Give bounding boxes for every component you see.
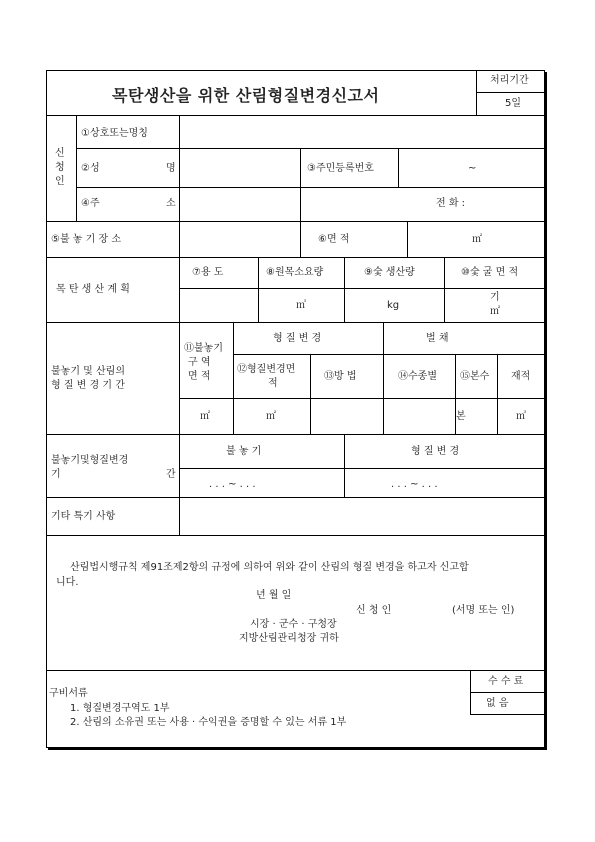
applicant-label-3: 인 — [55, 176, 65, 187]
row-divider — [470, 692, 544, 693]
row-divider — [179, 468, 544, 469]
col-divider — [300, 148, 301, 221]
declaration-date: 년 월 일 — [256, 590, 292, 601]
declaration-sign: (서명 또는 인) — [452, 605, 515, 616]
col-divider — [76, 115, 77, 221]
required-doc-1: 1. 형질변경구역도 1부 — [70, 703, 170, 714]
applicant-label-1: 신 — [55, 148, 65, 159]
kiln-count-unit: 기 — [490, 292, 500, 303]
form-page — [46, 70, 545, 748]
name-label-a: ②성 — [81, 163, 100, 174]
burning-period-header: 불 놓 기 — [226, 446, 262, 457]
row-divider — [46, 221, 544, 222]
business-name-label: ①상호또는명칭 — [81, 128, 148, 139]
col-divider — [444, 257, 445, 322]
name-label-b: 명 — [166, 163, 176, 174]
kiln-area-plan-unit: ㎡ — [490, 306, 500, 317]
cutting-header: 벌 채 — [426, 333, 449, 344]
kiln-zone-area-unit: ㎡ — [200, 411, 210, 422]
row-divider — [46, 434, 544, 435]
declaration-applicant: 신 청 인 — [356, 605, 392, 616]
fee-value: 없 음 — [486, 698, 509, 709]
col-divider — [179, 115, 180, 535]
col-divider — [310, 354, 311, 434]
resident-number-label: ③주민등록번호 — [307, 163, 374, 174]
col-divider — [383, 322, 384, 434]
declaration-recipient-l2: 지방산림관리청장 귀하 — [239, 633, 339, 644]
applicant-label-2: 청 — [55, 162, 65, 173]
row-divider — [76, 148, 544, 149]
period-label-line2a: 기 — [51, 469, 61, 480]
row-divider — [476, 92, 544, 93]
use-label: ⑦용 도 — [192, 267, 224, 278]
declaration-recipient-l1: 시장 · 군수 · 구청장 — [250, 619, 337, 630]
col-divider — [497, 354, 498, 434]
col-divider — [344, 257, 345, 322]
kiln-zone-area-l3: 면 적 — [188, 371, 211, 382]
tree-count-unit: 본 — [456, 411, 466, 422]
row-divider — [46, 497, 544, 498]
fee-label: 수 수 료 — [488, 676, 524, 687]
row-divider — [470, 714, 544, 715]
row-divider — [179, 288, 544, 289]
method-label: ⑬방 법 — [324, 371, 357, 382]
kiln-location-label: ⑤불 놓 기 장 소 — [51, 234, 121, 245]
kiln-area-unit: ㎡ — [472, 234, 482, 245]
charcoal-output-label: ⑨숯 생산량 — [364, 267, 415, 278]
other-remarks-label: 기타 특기 사항 — [51, 511, 116, 522]
row-divider — [46, 535, 544, 536]
required-doc-2: 2. 산림의 소유권 또는 사용 · 수익권을 증명할 수 있는 서류 1부 — [70, 717, 347, 728]
change-label-line1: 불놓기 및 산림의 — [51, 366, 125, 377]
volume-unit: ㎥ — [516, 411, 526, 422]
phone-label: 전 화 : — [436, 198, 466, 209]
plan-label: 목 탄 생 산 계 획 — [56, 284, 130, 295]
volume-label: 재적 — [511, 371, 531, 382]
period-label-line1: 불놓기및형질변경 — [51, 455, 129, 466]
col-divider — [344, 434, 345, 497]
kiln-area-plan-label: ⑩숯 굴 면 적 — [461, 267, 519, 278]
required-docs-label: 구비서류 — [49, 688, 88, 699]
address-label-b: 소 — [166, 198, 176, 209]
form-title: 목탄생산을 위한 산림형질변경신고서 — [112, 86, 380, 105]
tree-count-label: ⑮본수 — [460, 371, 490, 382]
processing-period-value: 5일 — [505, 98, 522, 109]
charcoal-unit: kg — [387, 300, 400, 311]
burning-period-range: . . . ~ . . . — [209, 479, 256, 490]
change-area-l2: 적 — [268, 378, 278, 389]
col-divider — [407, 221, 408, 257]
change-area-unit: ㎡ — [266, 411, 276, 422]
declaration-text-line2: 니다. — [56, 577, 79, 588]
change-label-line2: 형 질 변 경 기 간 — [51, 380, 125, 391]
col-divider — [470, 670, 471, 714]
col-divider — [398, 148, 399, 187]
row-divider — [46, 115, 544, 116]
col-divider — [476, 70, 477, 115]
change-area-l1: ⑫형질변경면 — [237, 364, 296, 375]
period-label-line2b: 간 — [166, 469, 176, 480]
declaration-text-line1: 산림법시행규칙 제91조제2항의 규정에 의하여 위와 같이 산림의 형질 변경을 하고자 신고합 — [70, 562, 469, 573]
wood-unit: ㎥ — [296, 300, 306, 311]
kiln-zone-area-l1: ⑪불놓기 — [184, 343, 223, 354]
address-label-a: ④주 — [81, 198, 100, 209]
col-divider — [300, 221, 301, 257]
col-divider — [233, 322, 234, 434]
kiln-area-label: ⑥면 적 — [318, 234, 350, 245]
change-period-header: 형 질 변 경 — [411, 446, 460, 457]
wood-requirement-label: ⑧원목소요량 — [266, 267, 324, 278]
col-divider — [258, 257, 259, 322]
row-divider — [46, 257, 544, 258]
processing-period-label: 처리기간 — [490, 75, 529, 86]
change-period-range: . . . ~ . . . — [391, 479, 438, 490]
row-divider — [46, 322, 544, 323]
kiln-zone-area-l2: 구 역 — [188, 357, 211, 368]
species-label: ⑭수종별 — [398, 371, 437, 382]
form-change-header: 형 질 변 경 — [273, 333, 322, 344]
row-divider — [76, 187, 544, 188]
resident-number-tilde: ~ — [468, 163, 477, 174]
